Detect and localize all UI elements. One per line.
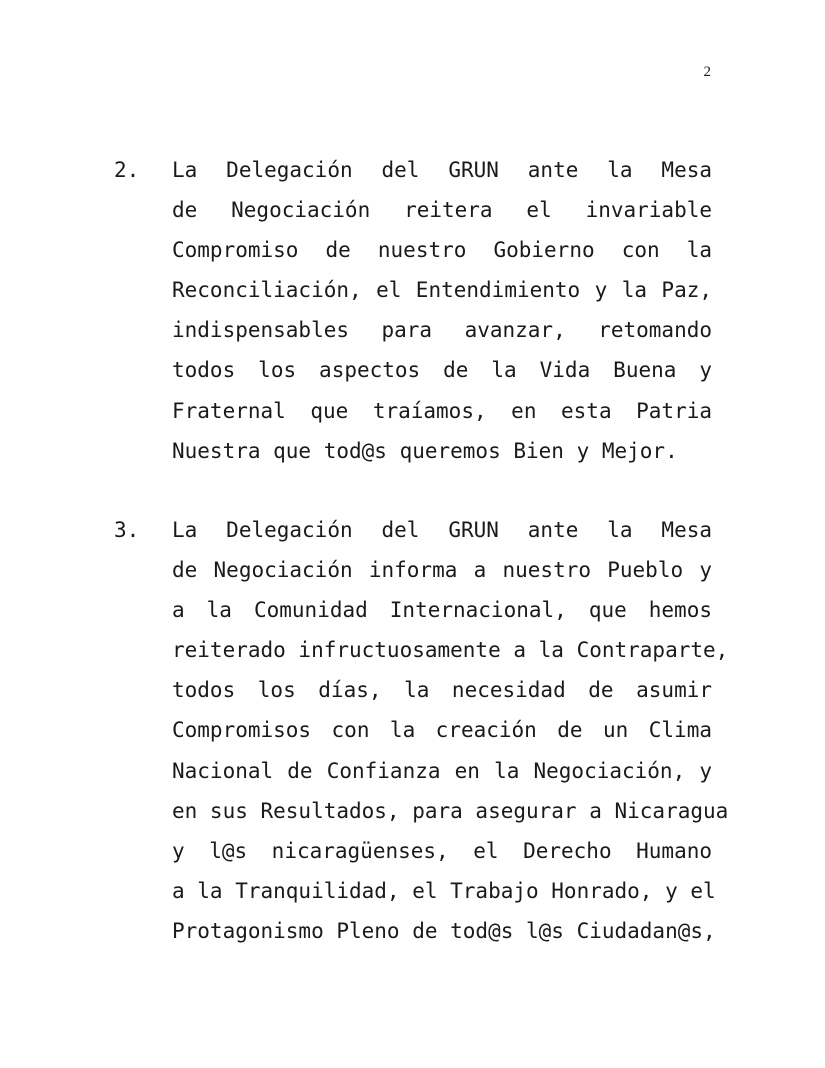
text-line: a la Comunidad Internacional, que hemos	[172, 598, 712, 623]
text-line: de Negociación informa a nuestro Pueblo y	[172, 558, 712, 583]
text-line: a la Tranquilidad, el Trabajo Honrado, y el	[172, 878, 716, 903]
text-line: Compromisos con la creación de un Clima	[172, 718, 712, 743]
list-item	[114, 510, 729, 960]
text-line: La Delegación del GRUN ante la Mesa	[172, 518, 712, 542]
item-number: 2.	[114, 158, 140, 182]
text-line: todos los aspectos de la Vida Buena y	[172, 358, 712, 383]
text-line: Nacional de Confianza en la Negociación, y	[172, 758, 712, 783]
item-text	[172, 150, 712, 471]
text-line: todos los días, la necesidad de asumir	[172, 678, 712, 703]
text-line: La Delegación del GRUN ante la Mesa	[172, 158, 712, 182]
text-line: Compromiso de nuestro Gobierno con la	[172, 238, 712, 263]
page-number: 2	[703, 64, 711, 80]
text-line: Fraternal que traíamos, en esta Patria	[172, 398, 712, 423]
text-line: reiterado infructuosamente a la Contraparte,	[172, 638, 729, 663]
text-line: Nuestra que tod@s queremos Bien y Mejor.	[172, 438, 678, 463]
text-line: y l@s nicaragüenses, el Derecho Humano	[172, 838, 712, 863]
text-line: Protagonismo Pleno de tod@s l@s Ciudadan@s,	[172, 918, 716, 943]
item-number: 3.	[114, 518, 140, 542]
text-line: de Negociación reitera el invariable	[172, 198, 712, 223]
text-line: indispensables para avanzar, retomando	[172, 318, 712, 343]
item-text	[172, 510, 729, 951]
text-line: en sus Resultados, para asegurar a Nicaragua	[172, 798, 729, 823]
text-line: Reconciliación, el Entendimiento y la Paz,	[172, 278, 712, 303]
list-item	[114, 150, 714, 480]
